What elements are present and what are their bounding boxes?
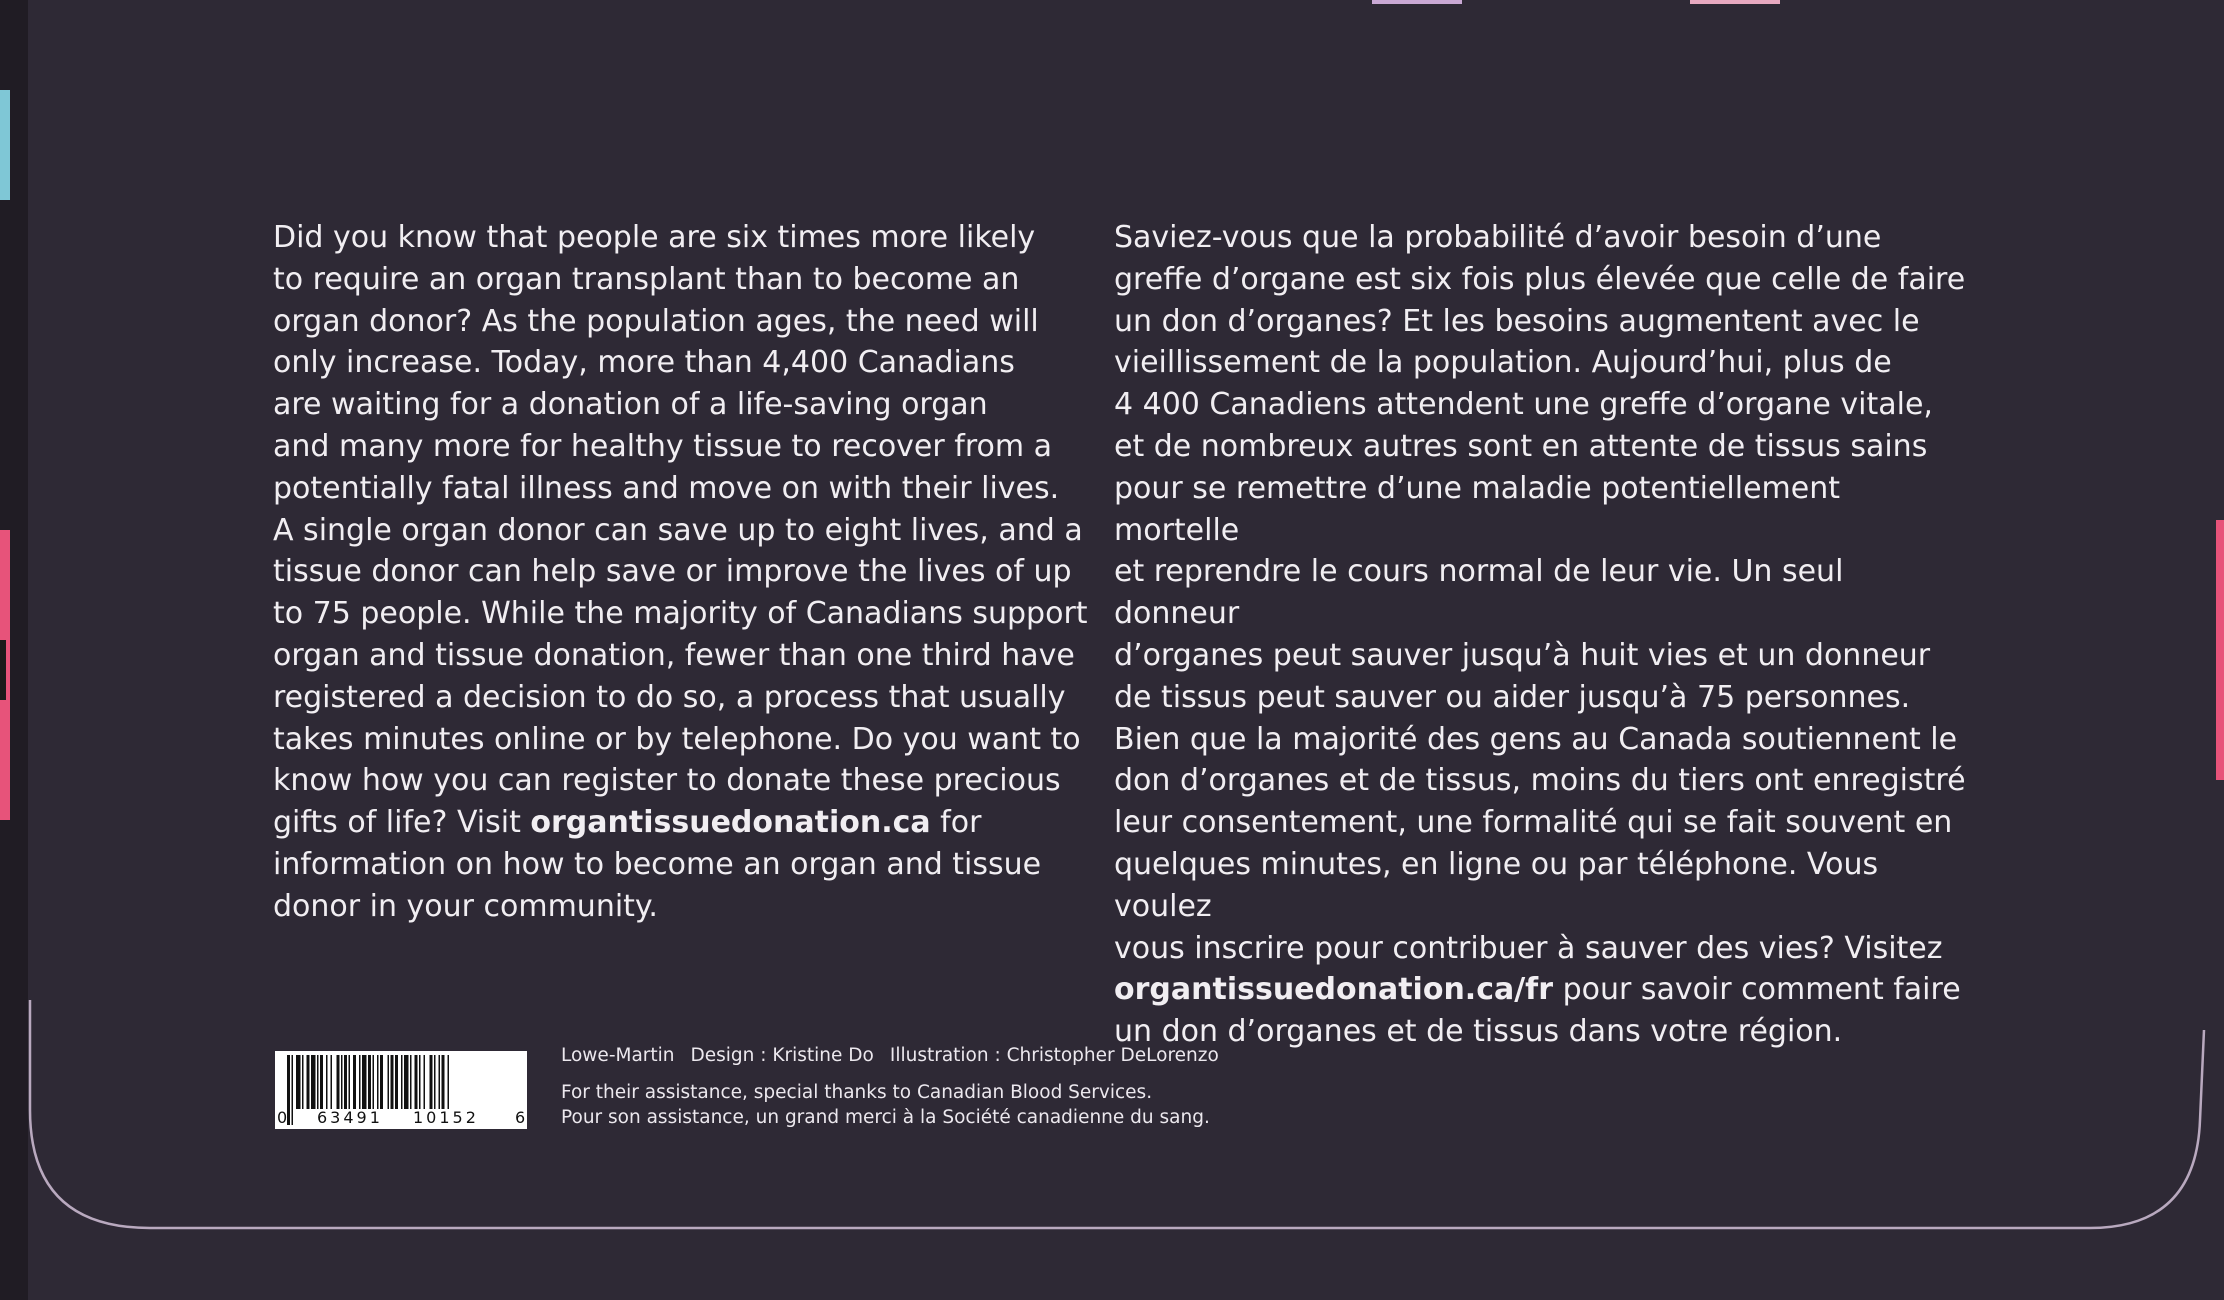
barcode-bar [401, 1055, 403, 1109]
english-website-link: organtissuedonation.ca [530, 805, 931, 841]
barcode-right-group: 10152 [413, 1108, 479, 1127]
barcode-bar [307, 1055, 310, 1109]
barcode-bar [344, 1055, 347, 1109]
barcode-bar [404, 1055, 409, 1109]
barcode-bar [302, 1055, 304, 1109]
barcode-bar [442, 1055, 445, 1109]
barcode-bar [331, 1055, 333, 1109]
credits-block [561, 1043, 1235, 1130]
french-text-start: Saviez-vous que la probabilité d’avoir besoin d’une greffe d’organe est six fois plus élevée que celle de faire un don d’organes? Et les besoins augmentent avec le vieillissement de la population. Aujourd’hui, plus de 4 400 Canadiens attendent une greffe d’organe vitale, et de nombreux autres sont en attente de tissus sains pour se remettre d’une maladie potentiellement mortelle et reprendre le cours normal de leur vie. Un seul donneur d’organes peut sauver jusqu’à huit vies et un donneur de tissus peut sauver ou aider jusqu’à 75 personnes. Bien que la majorité des gens au Canada soutiennent le don d’organes et de tissus, moins du tiers ont enregistré leur consentement, une formalité qui se fait souvent en quelques minutes, en ligne ou par téléphone. Vous voulez vous inscrire pour contribuer à sauver des vies? Visitez [1114, 220, 1966, 966]
barcode-bar [359, 1055, 361, 1109]
barcode-bar [439, 1055, 441, 1109]
barcode-bar [391, 1055, 394, 1109]
barcode-bar [388, 1055, 390, 1109]
barcode-bar [337, 1055, 340, 1109]
barcode-bar [424, 1055, 426, 1109]
thanks-french: Pour son assistance, un grand merci à la Société canadienne du sang. [561, 1107, 1210, 1128]
english-text-end: for information on how to become an organ and tissue donor in your community. [273, 805, 1042, 924]
design-credit: Design : Kristine Do [690, 1045, 874, 1066]
credits-line [561, 1043, 1235, 1068]
barcode-bar [349, 1055, 351, 1109]
barcode-bar [377, 1055, 379, 1109]
barcode-bar [434, 1055, 436, 1109]
upc-barcode [275, 1051, 527, 1129]
french-text-end: pour savoir comment faire un don d’organes et de tissus dans votre région. [1114, 972, 1961, 1050]
barcode-last-digit: 6 [515, 1108, 526, 1127]
barcode-bar [320, 1055, 323, 1109]
barcode-bar [415, 1055, 418, 1109]
english-body-text [273, 217, 1093, 928]
barcode-bar [341, 1055, 343, 1109]
barcode-digits [275, 1109, 527, 1127]
french-body-text [1114, 217, 1974, 1053]
thanks-english: For their assistance, special thanks to Canadian Blood Services. [561, 1082, 1153, 1103]
barcode-left-group: 63491 [317, 1108, 383, 1127]
barcode-bar [410, 1055, 412, 1109]
barcode-bar [296, 1055, 301, 1109]
barcode-bar [419, 1055, 421, 1109]
barcode-bar [395, 1055, 398, 1109]
illustration-credit: Illustration : Christopher DeLorenzo [889, 1045, 1219, 1066]
french-website-link: organtissuedonation.ca/fr [1114, 972, 1554, 1008]
barcode-bar [362, 1055, 367, 1109]
barcode-bar [430, 1055, 433, 1109]
barcode-bar [380, 1055, 383, 1109]
barcode-bar [353, 1055, 356, 1109]
barcode-first-digit: 0 [277, 1108, 288, 1127]
barcode-bar [311, 1055, 316, 1109]
printer-credit: Lowe-Martin [561, 1045, 675, 1066]
english-text-start: Did you know that people are six times more likely to require an organ transplant than to become an organ donor? As the population ages, the need will only increase. Today, more than 4,400 Canadians are waiting for a donation of a life-saving organ and many more for healthy tissue to recover from a potentially fatal illness and move on with their lives. A single organ donor can save up to eight lives, and a tissue donor can help save or improve the lives of up to 75 people. While the majority of Canadians support organ and tissue donation, fewer than one third have registered a decision to do so, a process that usually takes minutes online or by telephone. Do you want to know how you can register to donate these precious gifts of life? Visit [273, 220, 1088, 841]
barcode-bar [326, 1055, 328, 1109]
barcode-bar [317, 1055, 319, 1109]
